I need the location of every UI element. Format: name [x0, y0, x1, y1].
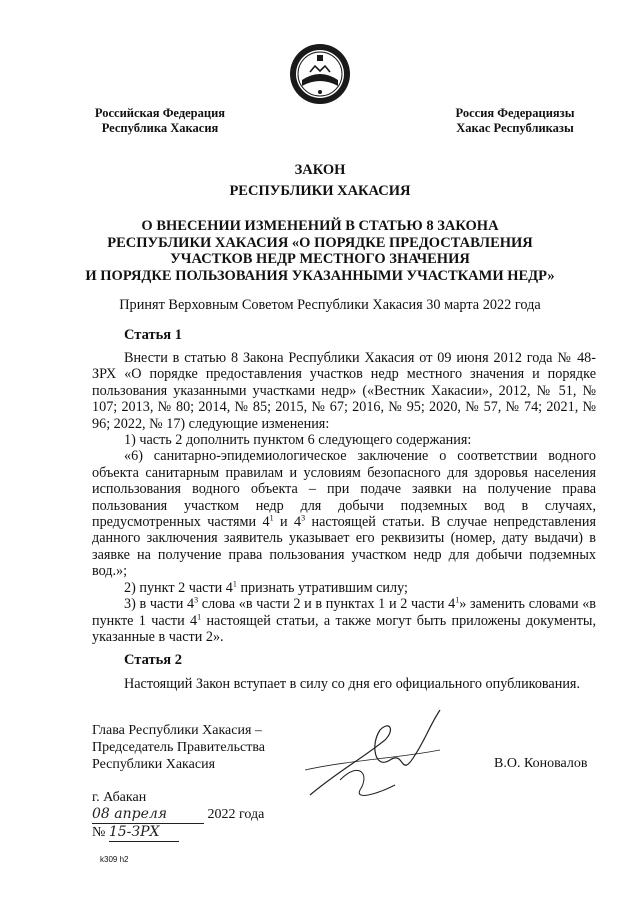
law-number-line — [92, 824, 264, 842]
signatory-line1: Глава Республики Хакасия – — [92, 723, 262, 738]
header-left-line2: Республика Хакасия — [101, 121, 219, 135]
header-right-line1: Россия Федерациязы — [455, 106, 575, 120]
article2-text: Настоящий Закон вступает в силу со дня его официального опубликования. — [124, 676, 580, 692]
signatory-name: В.О. Коновалов — [494, 756, 588, 771]
number-prefix: № — [92, 825, 106, 840]
signatory-line3: Республики Хакасия — [92, 757, 216, 772]
article1-body — [92, 350, 596, 645]
handwritten-date: 08 апреля — [92, 806, 204, 824]
date-line — [92, 806, 264, 824]
law-subject-line2: РЕСПУБЛИКИ ХАКАСИЯ «О ПОРЯДКЕ ПРЕДОСТАВЛЕНИЯ — [107, 234, 533, 251]
header-right-line2: Хакас Республиказы — [456, 121, 574, 135]
item2-part-b: признать утратившим силу; — [236, 579, 408, 596]
article1-quote — [92, 448, 596, 579]
law-subject-line1: О ВНЕСЕНИИ ИЗМЕНЕНИЙ В СТАТЬЮ 8 ЗАКОНА — [141, 218, 499, 234]
law-title — [60, 160, 580, 202]
sup-3b: 3 — [194, 595, 199, 605]
item2-part-a: 2) пункт 2 части 4 — [124, 579, 233, 596]
item3-part-b: слова «в части 2 и в пунктах 1 и 2 части 4 — [198, 596, 456, 613]
signatory-line2: Председатель Правительства — [92, 740, 265, 755]
law-subject-line3: УЧАСТКОВ НЕДР МЕСТНОГО ЗНАЧЕНИЯ — [170, 251, 470, 267]
article1-item1: 1) часть 2 дополнить пунктом 6 следующего содержания: — [124, 432, 472, 449]
city-name: г. Абакан — [92, 790, 147, 805]
place-and-date — [92, 789, 264, 842]
header-right — [440, 106, 590, 136]
quote-part-a: «6) санитарно-эпидемиологическое заключение о соответствии водного объекта санитарным правилам и условиям безопасного для здоровья населения использования водного объекта – при подаче заявки на получение права пользования участком недр для добычи подземных вод в случаях, предусмотренных частями 4 — [92, 448, 596, 531]
article1-item2 — [92, 580, 596, 596]
article1-heading: Статья 1 — [124, 327, 182, 343]
sup-3a: 3 — [301, 513, 306, 523]
item3-part-a: 3) в части 4 — [124, 596, 195, 613]
header-left — [80, 106, 240, 136]
sup-1d: 1 — [197, 611, 202, 621]
article2-body — [92, 676, 596, 692]
document-code: k309 h2 — [100, 855, 129, 864]
sup-1a: 1 — [269, 513, 274, 523]
quote-part-b: и 4 — [273, 514, 302, 531]
law-subject — [60, 218, 580, 284]
date-year: 2022 года — [207, 807, 265, 822]
item3-part-d: настоящей статьи, а также могут быть приложены документы, указанные в части 2». — [92, 612, 596, 645]
article1-intro: Внести в статью 8 Закона Республики Хакасия от 09 июня 2012 года № 48-ЗРХ «О порядке предоставления участков недр местного значения и порядке пользования указанными участками недр» («Вестник Хакасии», 2012, № 51, № 107; 2013, № 80; 2014, № 85; 2015, № 67; 2016, № 95; 2020, № 57, № 74; 2021, № 96; 2022, № 17) следующие изменения: — [92, 350, 596, 432]
sup-1c: 1 — [455, 595, 460, 605]
quote-part-c: настоящей статьи. В случае непредставления данного заключения заявитель указывает его реквизиты (номер, дату выдачи) в заявке на получение права пользования участком недр для добычи подземных вод.»; — [92, 514, 596, 580]
adoption-note: Принят Верховным Советом Республики Хакасия 30 марта 2022 года — [119, 297, 541, 313]
law-title-line1: ЗАКОН — [294, 162, 346, 178]
handwritten-signature — [300, 700, 450, 810]
sup-1b: 1 — [232, 578, 237, 588]
header-left-line1: Российская Федерация — [94, 106, 226, 120]
item3-part-c: » заменить словами «в пункте 1 части 4 — [92, 596, 596, 629]
signatory-title — [92, 722, 265, 773]
law-title-line2: РЕСПУБЛИКИ ХАКАСИЯ — [229, 183, 411, 199]
handwritten-number: 15-ЗРХ — [109, 824, 179, 842]
coat-of-arms-emblem — [288, 42, 352, 106]
law-subject-line4: И ПОРЯДКЕ ПОЛЬЗОВАНИЯ УКАЗАННЫМИ УЧАСТКАМИ НЕДР» — [85, 267, 555, 284]
article2-heading: Статья 2 — [124, 652, 182, 668]
article1-item3 — [92, 596, 596, 645]
